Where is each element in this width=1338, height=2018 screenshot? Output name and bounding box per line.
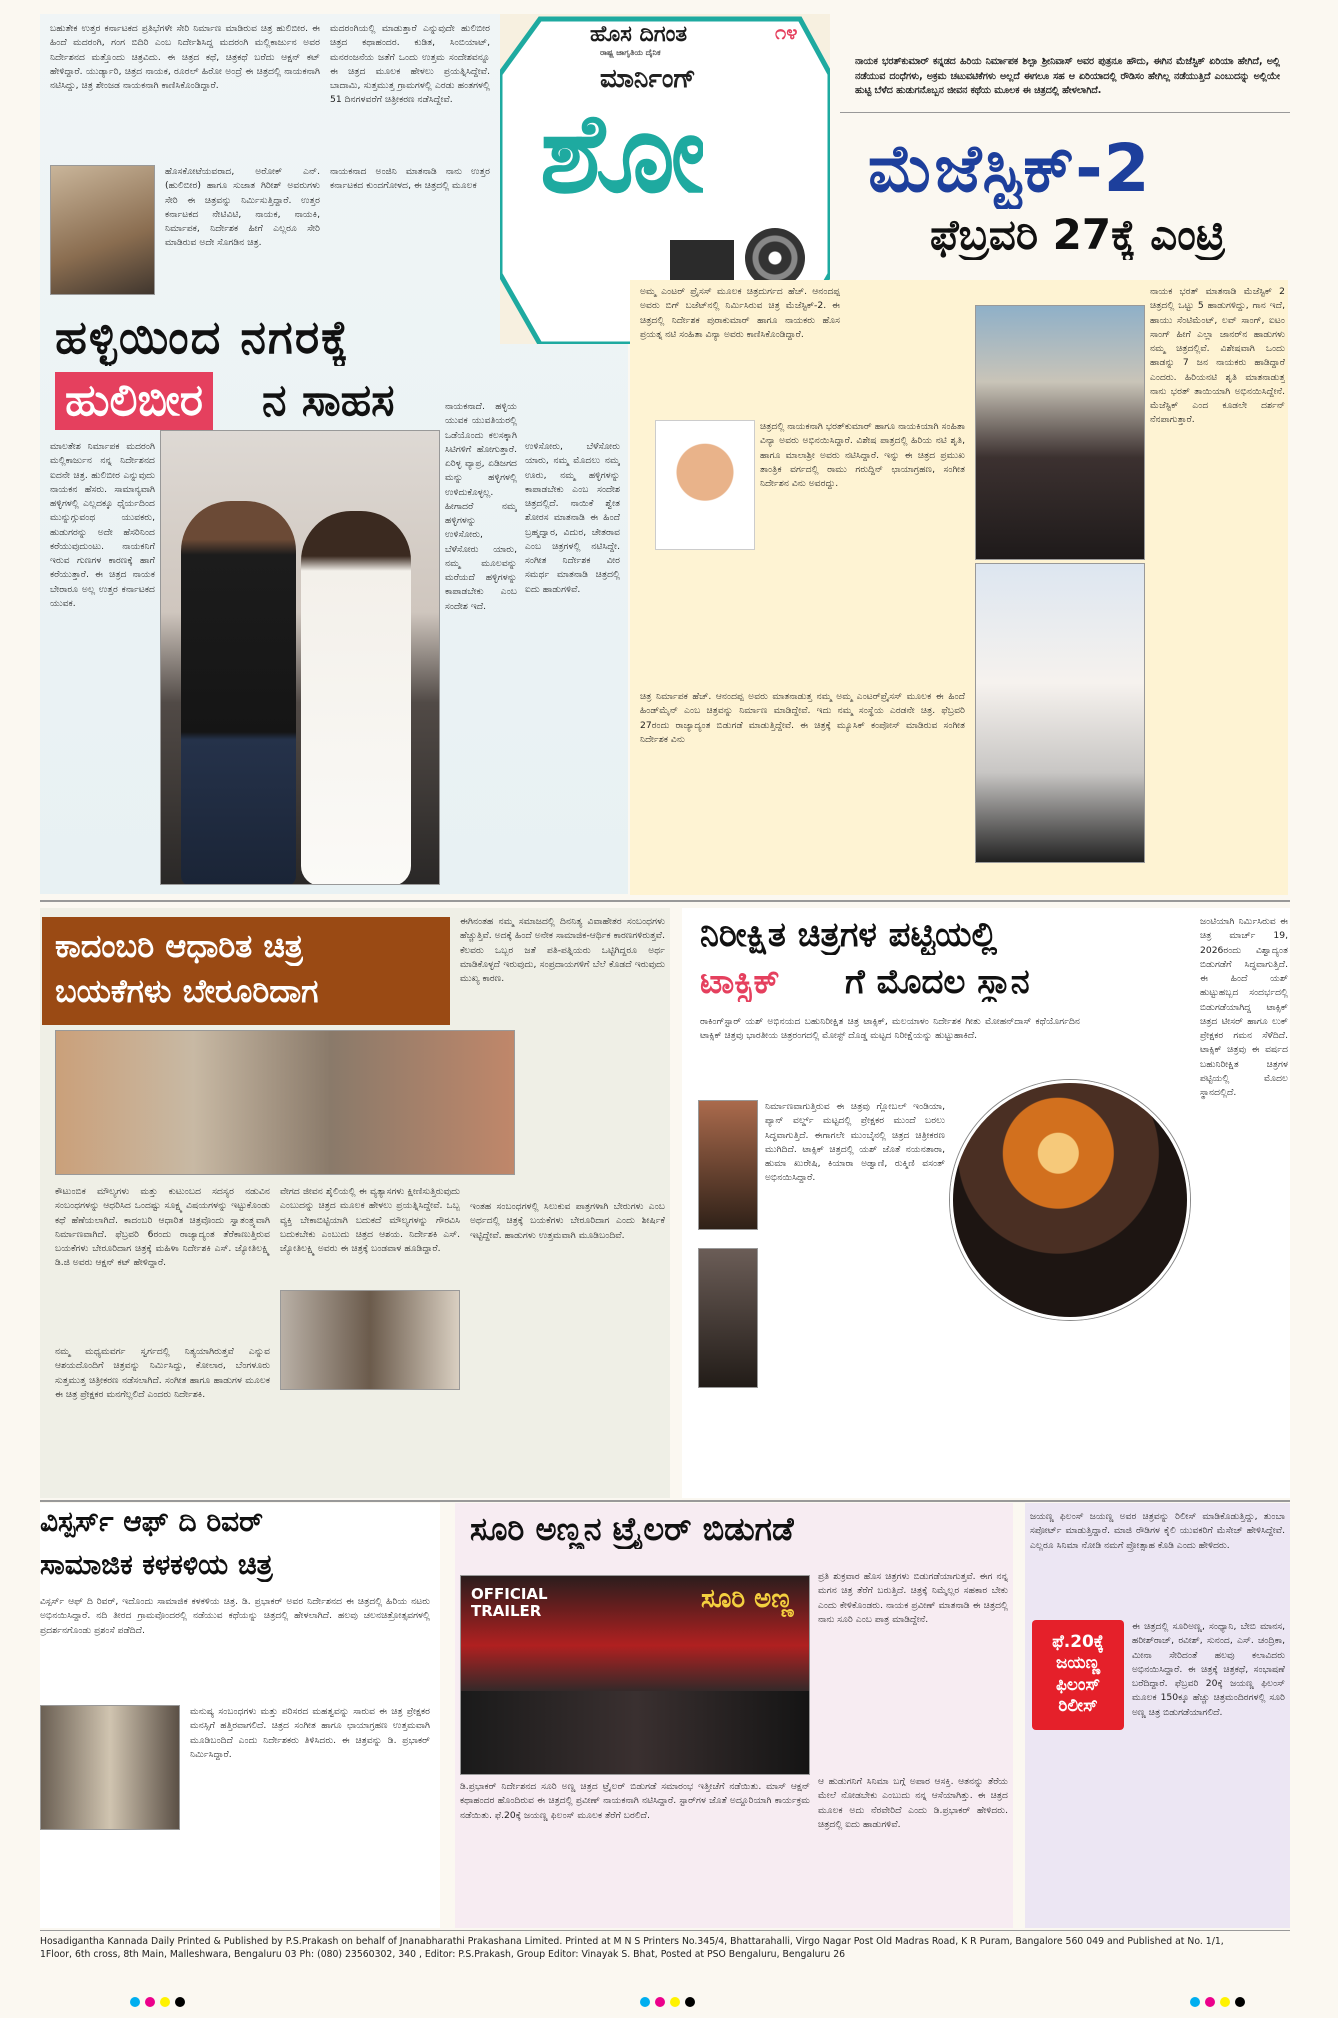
article-bayakegalu-col1b: ನಮ್ಮ ಮಧ್ಯಮವರ್ಗ ಸ್ವರ್ಗದಲ್ಲಿ ನಿತ್ಯಯಾಗಿರುತ್ತವೆ ಎನ್ನುವ ಆಶಯದೊಂದಿಗೆ ಚಿತ್ರವನ್ನು ನಿರ್ಮಿಸಿದ್ದು, ಕೋಲಾರ, ಬೆಂಗಳೂರು ಸುತ್ತಮುತ್ತ ಚಿತ್ರೀಕರಣ ನಡೆಸಲಾಗಿದೆ. ಸಂಗೀತ ಹಾಗೂ ಹಾಡುಗಳ ಮೂಲಕ ಈ ಚಿತ್ರ ಪ್ರೇಕ್ಷಕರ ಮನಗೆಲ್ಲಲಿದೆ ಎಂದರು ನಿರ್ದೇಶಕಿ. <box>55 1346 270 1400</box>
director-photo <box>50 165 155 295</box>
majestic-still-2 <box>975 563 1145 863</box>
article-hulibeera-col4b: ನಾಯಕನಾದ ಅಂಜಿನಿ ಮಾತನಾಡಿ ನಾನು ಉತ್ತರ ಕರ್ನಾಟಕದ ಕುಂದಗೋಳದ, ಈ ಚಿತ್ರದಲ್ಲಿ ಮೂಲಕ <box>330 166 490 192</box>
headline-toxic-highlight: ಟಾಕ್ಸಿಕ್ <box>700 962 780 1002</box>
divider <box>40 1500 1290 1502</box>
actress-figure <box>301 511 411 885</box>
page-number: ೧೪ <box>775 20 798 44</box>
clapperboard-icon <box>670 228 734 284</box>
speaker-photo <box>698 1248 758 1388</box>
divider <box>40 1930 1290 1931</box>
newspaper-logo: ಹೊಸ ದಿಗಂತ <box>590 22 688 47</box>
newspaper-tagline: ರಾಷ್ಟ್ರ ಜಾಗೃತಿಯ ದೈನಿಕ <box>600 48 661 57</box>
registration-mark-icon <box>655 1997 665 2007</box>
guests-group <box>461 1691 810 1775</box>
article-hulibeera-col4: ಉಳಿಸೋರು, ಬೆಳೆಸೋರು ಯಾರು, ನಮ್ಮ ಮೊದಲು ನಮ್ಮ ಊರು, ನಮ್ಮ ಹಳ್ಳಿಗಳನ್ನು ಕಾಪಾಡಬೇಕು ಎಂಬ ಸಂದೇಶ ಚಿತ್ರದಲ್ಲಿದೆ. ನಾಯಿಕೆ ಶ್ವೇತ ಶೋರಸ ಮಾತನಾಡಿ ಈ ಹಿಂದೆ ಬ್ರಹ್ಮದ್ವಾರ, ವಿದುರ, ಚೇತರಾವ ಎಂಬ ಚಿತ್ರಗಳಲ್ಲಿ ನಟಿಸಿದ್ದೇ. ಸಂಗೀತ ನಿರ್ದೇಶಕ ವೀರ ಸಮರ್ಥ ಮಾತನಾಡಿ ಚಿತ್ರದಲ್ಲಿ ಐದು ಹಾಡುಗಳಿವೆ. <box>525 441 620 595</box>
headline-bayakegalu: ಬಯಕೆಗಳು ಬೇರೂರಿದಾಗ <box>55 972 319 1010</box>
headline-whispers: ವಿಸ್ಪರ್ಸ್ ಆಫ್ ದಿ ರಿವರ್ <box>40 1505 264 1538</box>
section-title-show: ಶೋ <box>540 98 703 208</box>
headline-kadambari: ಕಾದಂಬರಿ ಆಧಾರಿತ ಚಿತ್ರ <box>55 927 304 965</box>
article-whispers-col1b: ಮನುಷ್ಯ ಸಂಬಂಧಗಳು ಮತ್ತು ಪರಿಸರದ ಮಹತ್ವವನ್ನು ಸಾರುವ ಈ ಚಿತ್ರ ಪ್ರೇಕ್ಷಕರ ಮನಸ್ಸಿಗೆ ಹತ್ತಿರವಾಗಲಿದೆ. ಚಿತ್ರದ ಸಂಗೀತ ಹಾಗೂ ಛಾಯಾಗ್ರಹಣ ಉತ್ತಮವಾಗಿ ಮೂಡಿಬಂದಿದೆ ಎಂದು ನಿರ್ದೇಶಕರು ತಿಳಿಸಿದರು. ಈ ಚಿತ್ರವನ್ನು ಡಿ. ಪ್ರಭಾಕರ್ ನಿರ್ಮಿಸಿದ್ದಾರೆ. <box>190 1706 430 1760</box>
release-badge-date: ಫೆ.20ಕ್ಕೆ <box>1052 1632 1104 1652</box>
headline-hulibeera-rest: ನ ಸಾಹಸ <box>262 375 395 426</box>
registration-mark-icon <box>1235 1997 1245 2007</box>
article-bayakegalu-col2b: ಇಂತಹ ಸಂಬಂಧಗಳಲ್ಲಿ ಸಿಲುಕುವ ಪಾತ್ರಗಳಾಗಿ ಬೇರುಗಳು ಎಂಬ ಅರ್ಥದಲ್ಲಿ ಚಿತ್ರಕ್ಕೆ ಬಯಕೆಗಳು ಬೇರೂರಿದಾಗ ಎಂದು ಶೀರ್ಷಿಕೆ ಇಟ್ಟಿದ್ದೇವೆ. ಹಾಡುಗಳು ಉತ್ತಮವಾಗಿ ಮೂಡಿಬಂದಿವೆ. <box>470 1201 665 1241</box>
section-title-morning: ಮಾರ್ನಿಂಗ್ <box>600 64 696 94</box>
release-badge-name: ಜಯಣ್ಣ <box>1055 1653 1101 1674</box>
article-majestic-col1b: ಚಿತ್ರದಲ್ಲಿ ನಾಯಕನಾಗಿ ಭರತ್‌ಕುಮಾರ್ ಹಾಗೂ ನಾಯಕಿಯಾಗಿ ಸಂಹಿತಾ ವಿನ್ಯಾ ಅವರು ಅಭಿನಯಿಸಿದ್ದಾರೆ. ವಿಶೇಷ ಪಾತ್ರದಲ್ಲಿ ಹಿರಿಯ ನಟಿ ಶೃತಿ, ಹಾಗೂ ಮಾಲಾಶ್ರೀ ಅವರು ನಟಿಸಿದ್ದಾರೆ. ಇನ್ನು ಈ ಚಿತ್ರದ ಪ್ರಮುಖ ತಾಂತ್ರಿಕ ವರ್ಗದಲ್ಲಿ ರಾಮು ಗರುದ್ದಿನ್ ಛಾಯಾಗ್ರಹಣ, ಸಂಗೀತ ನಿರ್ದೇಶನ ವಿನು ಅವರದ್ದು. <box>760 421 965 489</box>
headline-hulibeera-highlight: ಹುಲಿಬೀರ <box>55 372 213 430</box>
registration-mark-icon <box>160 1997 170 2007</box>
article-majestic-col1c: ಚಿತ್ರ ನಿರ್ಮಾಪಕ ಹೆಚ್. ಆನಂದಪ್ಪ ಅವರು ಮಾತನಾಡುತ್ತ ನಮ್ಮ ಅಮ್ಮ ಎಂಟರ್‌ಪ್ರೈಸಸ್ ಮೂಲಕ ಈ ಹಿಂದೆ ಹಿಂಡ್‌ಮೈನ್ ಎಂಬ ಚಿತ್ರವನ್ನು ನಿರ್ಮಾಣ ಮಾಡಿದ್ದೇವೆ. ಇದು ನಮ್ಮ ಸಂಸ್ಥೆಯ ಎರಡನೇ ಚಿತ್ರ. ಫೆಬ್ರವರಿ 27ರಂದು ರಾಜ್ಯಾದ್ಯಂತ ಬಿಡುಗಡೆ ಮಾಡುತ್ತಿದ್ದೇವೆ. ಈ ಚಿತ್ರಕ್ಕೆ ಮ್ಯೂಸಿಕ್ ಕಂಪೋಸ್ ಮಾಡಿರುವ ಸಂಗೀತ ನಿರ್ದೇಶಕ ವಿನು <box>640 691 965 745</box>
headline-nirikshita: ನಿರೀಕ್ಷಿತ ಚಿತ್ರಗಳ ಪಟ್ಟಿಯಲ್ಲಿ <box>700 915 998 955</box>
headline-hallige: ಹಳ್ಳಿಯಿಂದ ನಗರಕ್ಕೆ <box>55 310 351 364</box>
article-hulibeera-col2b: ಹೊಸಕೋಟೆಯವರಾದ, ಅರೋಕ್ ಎನ್. (ಹುಲಿಬೀರ) ಹಾಗೂ ಸುಜಾತ ಗಿರೀಶ್ ಅವರುಗಳು ಸೇರಿ ಈ ಚಿತ್ರವನ್ನು ನಿರ್ಮಿಸುತ್ತಿದ್ದಾರೆ. ಉತ್ತರ ಕರ್ನಾಟಕದ ನೇಟಿವಿಟಿ, ನಾಯಕ, ನಾಯಕಿ, ನಿರ್ಮಾಪಕ, ನಿರ್ದೇಶಕ ಹೀಗೆ ಎಲ್ಲರೂ ಸೇರಿ ಮಾಡಿರುವ ಅದೇ ಸೊಗಡಿನ ಚಿತ್ರ. <box>165 166 320 249</box>
registration-mark-icon <box>640 1997 650 2007</box>
registration-mark-icon <box>130 1997 140 2007</box>
article-majestic-col2: ನಾಯಕ ಭರತ್ ಮಾತನಾಡಿ ಮೆಜೆಸ್ಟಿಕ್ 2 ಚಿತ್ರದಲ್ಲಿ ಒಟ್ಟು 5 ಹಾಡುಗಳಿದ್ದು, ಗಾನ ಇದೆ, ಹಾಯು ಸೆಂಟಿಮೆಂಟ್, ಲವ್ ಸಾಂಗ್, ಐಟಂ ಸಾಂಗ್ ಹೀಗೆ ಎಲ್ಲಾ ಜಾನರ್‌ನ ಹಾಡುಗಳು ನಮ್ಮ ಚಿತ್ರದಲ್ಲಿವೆ. ವಿಶೇಷವಾಗಿ ಒಂದು ಹಾಡನ್ನು 7 ಜನ ನಾಯಕರು ಹಾಡಿದ್ದಾರೆ ಎಂದರು. ಹಿರಿಯನಟಿ ಶೃತಿ ಮಾತನಾಡುತ್ತ ನಾನು ಭರತ್ ತಾಯಿಯಾಗಿ ಅಭಿನಯಿಸಿದ್ದೇನೆ. ಮೆಜೆಸ್ಟಿಕ್ ಎಂದ ಕೂಡಲೇ ದರ್ಶನ್ ನೆನಪಾಗುತ್ತಾರೆ. <box>1150 286 1285 426</box>
headline-feb27: ಫೆಬ್ರವರಿ 27ಕ್ಕೆ ಎಂಟ್ರಿ <box>930 210 1226 259</box>
director-geetu-photo <box>698 1100 758 1230</box>
headline-samajika: ಸಾಮಾಜಿಕ ಕಳಕಳಿಯ ಚಿತ್ರ <box>40 1548 273 1581</box>
scene-still-photo <box>280 1290 460 1390</box>
majestic-intro: ನಾಯಕ ಭರತ್‌ಕುಮಾರ್ ಕನ್ನಡದ ಹಿರಿಯ ನಿರ್ಮಾಪಕ ಶಿಲ್ಪಾ ಶ್ರೀನಿವಾಸ್ ಅವರ ಪುತ್ರನೂ ಹೌದು, ಈಗಿನ ಮೆಜೆಸ್ಟಿಕ್ ಏರಿಯಾ ಹೇಗಿದೆ, ಅಲ್ಲಿ ನಡೆಯುವ ದಂಧೆಗಳು, ಅಕ್ರಮ ಚಟುವಟಿಕೆಗಳು ಅಲ್ಲದೆ ಈಗಲೂ ಸಹ ಆ ಏರಿಯಾದಲ್ಲಿ ರೌಡಿಸಂ ಹೇಗಿಲ್ಲ ನಡೆಯುತ್ತಿದೆ ಎಂಬುದನ್ನು ಅಲ್ಲಿಯೇ ಹುಟ್ಟಿ ಬೆಳೆದ ಹುಡುಗನೊಬ್ಬನ ಜೀವನ ಕಥೆಯ ಮೂಲಕ ಈ ಚಿತ್ರದಲ್ಲಿ ಹೇಳಲಾಗಿದೆ. <box>855 56 1280 97</box>
divider <box>40 900 1290 902</box>
article-hulibeera-col3: ನಾಯಕನಾದೆ. ಹಳ್ಳಿಯ ಯುವಕ ಯುವತಿಯರಲ್ಲಿ ಒಡೆಯೊಂದು ಕಲಸಕ್ಕಾಗಿ ಸಿಟಿಗಳಿಗೆ ಹೋಗುತ್ತಾರೆ. ಏರಿಳ್ಳ ವ್ಯಾಪ್ರ, ಏಡಿಜಗದ ಮನ್ನು ಹಳ್ಳಿಗಳಲ್ಲಿ ಉಳಿದುಕೊಳ್ಳಲ್ಲ. ಹೀಗಾದರೆ ನಮ್ಮ ಹಳ್ಳಿಗಳನ್ನು ಉಳಿಸೋರು, ಬೆಳೆಸೋರು ಯಾರು, ನಮ್ಮ ಮೂಲವನ್ನು ಮರೆಯದೆ ಹಳ್ಳಿಗಳನ್ನು ಕಾಪಾಡಬೇಕು ಎಂಬ ಸಂದೇಶ ಇದೆ. <box>445 401 517 612</box>
article-bayakegalu-col2: ಈಗಿನಂತಹ ನಮ್ಮ ಸಮಾಜದಲ್ಲಿ ದಿನನಿತ್ಯ ವಿವಾಹೇತರ ಸಂಬಂಧಗಳು ಹೆಚ್ಚುತ್ತಿವೆ. ಅದಕ್ಕೆ ಹಿಂದೆ ಅನೇಕ ಸಾಮಾಜಿಕ-ಆರ್ಥಿಕ ಕಾರಣಗಳಿರುತ್ತವೆ. ಕೆಲವರು ಒಬ್ಬರ ಜತೆ ಪತಿ-ಪತ್ನಿಯರು ಒಟ್ಟಿಗಿದ್ದರೂ ಅರ್ಥ ಮಾಡಿಕೊಳ್ಳದೆ ಇರುವುದು, ಸಂಪ್ರದಾಯಗಳಿಗೆ ಬೆಲೆ ಕೊಡದೆ ಇರುವುದು ಮುಖ್ಯ ಕಾರಣ. <box>460 916 665 984</box>
majestic-still-1 <box>975 305 1145 560</box>
imprint-line-1: Hosadigantha Kannada Daily Printed & Published by P.S.Prakash on behalf of Jnanabharathi Prakashana Limited. Printed at M N S Printers No.345/4, Bhattarahalli, Virgo Nagar Post Old Madras Road, K R Puram, Bangalore 560 049 and Published at No. 1/1, <box>40 1936 1224 1947</box>
article-toxic-col2: ಜಂಟಿಯಾಗಿ ನಿರ್ಮಿಸಿರುವ ಈ ಚಿತ್ರ ಮಾರ್ಚ್ 19, 2026ರಂದು ವಿಶ್ವಾದ್ಯಂತ ಬಿಡುಗಡೆಗೆ ಸಿದ್ಧವಾಗುತ್ತಿದೆ. ಈ ಹಿಂದೆ ಯಶ್ ಹುಟ್ಟುಹಬ್ಬದ ಸಂದರ್ಭದಲ್ಲಿ ಬಿಡುಗಡೆಯಾಗಿದ್ದ ಟಾಕ್ಸಿಕ್ ಚಿತ್ರದ ಟೀಸರ್ ಹಾಗೂ ಲುಕ್ ಪ್ರೇಕ್ಷಕರ ಗಮನ ಸೆಳೆದಿದೆ. ಟಾಕ್ಸಿಕ್ ಚಿತ್ರವು ಈ ವರ್ಷದ ಬಹುನಿರೀಕ್ಷಿತ ಚಿತ್ರಗಳ ಪಟ್ಟಿಯಲ್ಲಿ ಮೊದಲ ಸ್ಥಾನದಲ್ಲಿದೆ. <box>1200 916 1288 1098</box>
article-hulibeera-col2: ಮದರಂಗಿಯಲ್ಲಿ ಮಾಡುತ್ತಾರೆ ಎನ್ನುವುದೇ ಹುಲಿಬೀರ ಚಿತ್ರದ ಕಥಾಹಂದರ. ಕುಡಿತ, ಸಿಂಬಿಯಾಟ್, ಮನರಂಜನೆಯ ಜತೆಗೆ ಒಂದು ಉತ್ತಮ ಸಂದೇಶವನ್ನೂ ಈ ಚಿತ್ರದ ಮೂಲಕ ಹೇಳಲು ಪ್ರಯತ್ನಿಸಿದ್ದೇವೆ. ಬಾದಾಮಿ, ಸುತ್ತಮುತ್ತ ಗ್ರಾಮಗಳಲ್ಲಿ ಎರಡು ಹಂತಗಳಲ್ಲಿ 51 ದಿನಗಳವರೆಗೆ ಚಿತ್ರೀಕರಣ ನಡೆಸಿದ್ದೇವೆ. <box>330 23 490 106</box>
producer-photo <box>655 420 755 550</box>
article-hulibeera-col1: ಬಹುತೇಕ ಉತ್ತರ ಕರ್ನಾಟಕದ ಪ್ರತಿಭೆಗಳೇ ಸೇರಿ ನಿರ್ಮಾಣ ಮಾಡಿರುವ ಚಿತ್ರ ಹುಲಿಬೀರ. ಈ ಹಿಂದೆ ಮದರಂಗಿ, ಗಂಗ ಬಿದಿರಿ ಎಂಬ ನಿರ್ದೇಶಿಸಿದ್ದ ಮದರಂಗಿ ಮಲ್ಲಿಕಾರ್ಜುನ ಅವರ ನಿರ್ದೇಶನದ ಮತ್ತೊಂದು ಚಿತ್ರವಿದು. ಈ ಚಿತ್ರದ ಕಥೆ, ಚಿತ್ರಕಥೆ ಬರೆದು ಆಕ್ಷನ್ ಕಟ್ ಹೇಳಿದ್ದಾರೆ. ಯುರ್ಡ್ಯಾರಿ, ಚಿತ್ರದ ನಾಯಕ, ರೂರಲ್ ಹಿರೋ ಅಂದ್ರೆ ಈ ಚಿತ್ರದಲ್ಲಿ ನಾಯಕನಾಗಿ ನಟಿಸಿದ್ದು, ಚಿತ್ರ ಶೇಂಜಡ ನಾಯಕನಾಗಿ ಕಾಣಿಸಿಕೊಂಡಿದ್ದಾರೆ. <box>50 23 320 91</box>
article-jayanna-col1: ಜಯಣ್ಣ ಫಿಲಂಸ್ ಜಯಣ್ಣ ಅವರ ಚಿತ್ರವನ್ನು ರಿಲೀಸ್ ಮಾಡಿಕೊಡುತ್ತಿದ್ದು, ತುಂಬಾ ಸಪೋರ್ಟ್ ಮಾಡುತ್ತಿದ್ದಾರೆ. ಮಾಜಿ ರೌಡಿಗಳ ಕೈಲಿ ಯುವಕರಿಗೆ ಮೆಸೇಜ್ ಹೇಳಿಸಿದ್ದೇವೆ. ಎಲ್ಲರೂ ಸಿನಿಮಾ ನೋಡಿ ನಮಗೆ ಪ್ರೋತ್ಸಾಹ ಕೊಡಿ ಎಂದು ಹೇಳಿದರು. <box>1030 1511 1285 1551</box>
imprint-line-2: 1Floor, 6th cross, 8th Main, Malleshwara, Bengaluru 03 Ph: (080) 23560302, 340 , Editor: P.S.Prakash, Group Editor: Vinayak S. Bhat, Posted at PSO Bengaluru, Bengaluru 26 <box>40 1949 846 1961</box>
article-suri-anna-col1: ಪ್ರತಿ ಶುಕ್ರವಾರ ಹೊಸ ಚಿತ್ರಗಳು ಬಿಡುಗಡೆಯಾಗುತ್ತವೆ. ಈಗ ನನ್ನ ಮಗನ ಚಿತ್ರ ತೆರೆಗೆ ಬರುತ್ತಿದೆ. ಚಿತ್ರಕ್ಕೆ ನಿಮ್ಮೆಲ್ಲರ ಸಹಕಾರ ಬೇಕು ಎಂದು ಕೇಳಿಕೊಂಡರು. ನಾಯಕ ಪ್ರವೀಣ್ ಮಾತನಾಡಿ ಈ ಚಿತ್ರದಲ್ಲಿ ನಾನು ಸೂರಿ ಎಂಬ ಪಾತ್ರ ಮಾಡಿದ್ದೇನೆ. <box>818 1571 1008 1625</box>
article-bayakegalu-col3: ವೇಗದ ಜೀವನ ಶೈಲಿಯಲ್ಲಿ ಈ ವ್ಯತ್ಯಾಸಗಳು ಕ್ಷೀಣಿಸುತ್ತಿರುವುದು ಎಂಬುದನ್ನು ಚಿತ್ರದ ಮೂಲಕ ಹೇಳಲು ಪ್ರಯತ್ನಿಸಿದ್ದೇವೆ. ಒಬ್ಬ ವ್ಯಕ್ತಿ ಬೇಕಾಬಿಟ್ಟಿಯಾಗಿ ಬದುಕದೆ ಮೌಲ್ಯಗಳನ್ನು ಗೌರವಿಸಿ ಬದುಕಬೇಕು ಎಂಬುದು ಚಿತ್ರದ ಆಶಯ. ನಿರ್ದೇಶಕಿ ಎಸ್. ಜ್ಯೋತಿಲಕ್ಷ್ಮಿ ಅವರು ಈ ಚಿತ್ರಕ್ಕೆ ಬಂಡವಾಳ ಹೂಡಿದ್ದಾರೆ. <box>280 1186 460 1254</box>
article-toxic-col1: ರಾಕಿಂಗ್‌ಸ್ಟಾರ್ ಯಶ್ ಅಭಿನಯದ ಬಹುನಿರೀಕ್ಷಿತ ಚಿತ್ರ ಟಾಕ್ಸಿಕ್, ಮಲಯಾಳಂ ನಿರ್ದೇಶಕ ಗೀತು ಮೋಹನ್‌ದಾಸ್ ಕಥೆಯೊರ್ಗದಿನ ಟಾಕ್ಸಿಕ್ ಚಿತ್ರವು ಭಾರತೀಯ ಚಿತ್ರರಂಗದಲ್ಲಿ ಮೋಸ್ಟ್ ದೊಡ್ಡ ಮಟ್ಟದ ನಿರೀಕ್ಷೆಯನ್ನು ಹುಟ್ಟುಹಾಕಿದೆ. <box>700 1016 1080 1042</box>
headline-majestic: ಮೆಜೆಸ್ಟಿಕ್-2 <box>868 130 1151 207</box>
poster-title: ಸೂರಿ ಅಣ್ಣ <box>701 1584 794 1614</box>
imprint-footer <box>40 1935 1290 1985</box>
release-badge-release: ರಿಲೀಸ್ <box>1058 1695 1098 1716</box>
article-suri-anna-col1b: ಡಿ.ಪ್ರಭಾಕರ್ ನಿರ್ದೇಶನದ ಸೂರಿ ಅಣ್ಣ ಚಿತ್ರದ ಟ್ರೈಲರ್ ಬಿಡುಗಡೆ ಸಮಾರಂಭ ಇತ್ತೀಚೆಗೆ ನಡೆಯಿತು. ಮಾಸ್ ಆಕ್ಷನ್ ಕಥಾಹಂದರ ಹೊಂದಿರುವ ಈ ಚಿತ್ರದಲ್ಲಿ ಪ್ರವೀಣ್ ನಾಯಕನಾಗಿ ನಟಿಸಿದ್ದಾರೆ. ಸ್ಟಾರ್‌ಗಳ ಜೊತೆ ಅದ್ದೂರಿಯಾಗಿ ಕಾರ್ಯಕ್ರಮ ನಡೆಯಿತು. ಫೆ.20ಕ್ಕೆ ಜಯಣ್ಣ ಫಿಲಂಸ್ ಮೂಲಕ ತೆರೆಗೆ ಬರಲಿದೆ. <box>460 1781 810 1821</box>
trailer-launch-photo <box>460 1575 810 1775</box>
registration-mark-icon <box>670 1997 680 2007</box>
registration-mark-icon <box>175 1997 185 2007</box>
article-whispers-col1: ವಿಸ್ಪರ್ಸ್ ಆಫ್ ದಿ ರಿವರ್, ಇದೊಂದು ಸಾಮಾಜಿಕ ಕಳಕಳಿಯ ಚಿತ್ರ. ಡಿ. ಪ್ರಭಾಕರ್ ಅವರ ನಿರ್ದೇಶನದ ಈ ಚಿತ್ರದಲ್ಲಿ ಹಿರಿಯ ನಟರು ಅಭಿನಯಿಸಿದ್ದಾರೆ. ನದಿ ತೀರದ ಗ್ರಾಮವೊಂದರಲ್ಲಿ ನಡೆಯುವ ಕಥೆಯನ್ನು ಚಿತ್ರದಲ್ಲಿ ಹೇಳಲಾಗಿದೆ. ಹಲವು ಚಲನಚಿತ್ರೋತ್ಸವಗಳಲ್ಲಿ ಪ್ರದರ್ಶನಗೊಂಡು ಪ್ರಶಂಸೆ ಪಡೆದಿದೆ. <box>40 1596 430 1636</box>
article-hulibeera-col1b: ಮಾಲತೇಶ ನಿರ್ಮಾಪಕ ಮದರಂಗಿ ಮಲ್ಲಿಕಾರ್ಜುನ ನನ್ನ ನಿರ್ದೇಶನದ ಐದನೇ ಚಿತ್ರ. ಹುಲಿಬೀರ ಎನ್ನುವುದು ನಾಯಕನ ಹೆಸರು. ಸಾಮಾನ್ಯವಾಗಿ ಹಳ್ಳಿಗಳಲ್ಲಿ ಎಲ್ಲದಕ್ಕೂ ಧೈರ್ಯದಿಂದ ಮುನ್ನುಗ್ಗುವಂಥ ಯುವಕರು, ಹುಡುಗರನ್ನು ಅದೇ ಹೆಸರಿನಿಂದ ಕರೆಯುವುದುಂಟು. ನಾಯಕನಿಗೆ ಇರುವ ಗುಣಗಳ ಕಾರಣಕ್ಕೆ ಹಾಗೆ ಕರೆಯುತ್ತಾರೆ. ಈ ಚಿತ್ರದ ನಾಯಕ ಬೇರಾರೂ ಅಲ್ಲ ಉತ್ತರ ಕರ್ನಾಟಕದ ಯುವಕ. <box>50 441 155 609</box>
registration-mark-icon <box>1190 1997 1200 2007</box>
release-badge-films: ಫಿಲಂಸ್ <box>1056 1674 1100 1695</box>
registration-mark-icon <box>1220 1997 1230 2007</box>
article-majestic-col1: ಅಮ್ಮ ಎಂಟರ್ ಪ್ರೈಸಸ್ ಮೂಲಕ ಚಿತ್ರದುರ್ಗದ ಹೆಚ್. ಆನಂದಪ್ಪ ಅವರು ಬಿಗ್ ಬಜೆಟ್‌ನಲ್ಲಿ ನಿರ್ಮಿಸಿರುವ ಚಿತ್ರ ಮೆಜೆಸ್ಟಿಕ್-2. ಈ ಚಿತ್ರದಲ್ಲಿ ನಿರ್ದೇಶಕ ಪುರಾಕುಮಾರ್ ಹಾಗೂ ನಾಯಕರು ಹೊಸ ಪ್ರಯತ್ನ ನಟಿ ಸಂಹಿತಾ ವಿನ್ಯಾ ಅವರು ಕಾಣಿಸಿಕೊಂಡಿದ್ದಾರೆ. <box>640 286 840 340</box>
divider <box>840 112 1290 113</box>
article-toxic-col1b: ನಿರ್ಮಾಣವಾಗುತ್ತಿರುವ ಈ ಚಿತ್ರವು ಗ್ಲೋಬಲ್ ಇಂಡಿಯಾ, ಪ್ಯಾನ್ ವರ್ಲ್ಡ್ ಮಟ್ಟದಲ್ಲಿ ಪ್ರೇಕ್ಷಕರ ಮುಂದೆ ಬರಲು ಸಿದ್ಧವಾಗುತ್ತಿದೆ. ಈಗಾಗಲೇ ಮುಂಬೈನಲ್ಲಿ ಚಿತ್ರದ ಚಿತ್ರೀಕರಣ ಮುಗಿದಿದೆ. ಟಾಕ್ಸಿಕ್ ಚಿತ್ರದಲ್ಲಿ ಯಶ್ ಜೊತೆ ನಯನತಾರಾ, ಹುಮಾ ಖುರೇಷಿ, ಕಿಯಾರಾ ಅಡ್ವಾಣಿ, ರುಕ್ಮಿಣಿ ವಸಂತ್ ಅಭಿನಯಿಸಿದ್ದಾರೆ. <box>765 1101 945 1184</box>
actor-figure <box>181 501 296 885</box>
trailer-label: OFFICIAL TRAILER <box>471 1585 548 1620</box>
film-reel-icon <box>745 228 805 288</box>
registration-mark-icon <box>685 1997 695 2007</box>
toxic-still-photo <box>950 1080 1190 1320</box>
lead-pair-photo <box>160 430 440 885</box>
headline-toxic-rest: ಗೆ ಮೊದಲ ಸ್ಥಾನ <box>845 962 1030 1002</box>
registration-mark-icon <box>145 1997 155 2007</box>
family-celebration-photo <box>55 1030 515 1175</box>
article-jayanna-col2: ಈ ಚಿತ್ರದಲ್ಲಿ ಸೂರಿಅಣ್ಣ, ಸಂಧ್ಯಾನಿ, ಬೇಬಿ ಮಾನಸ, ಹರೀಶ್‌ರಾಜ್, ರವೀಶ್, ಸುನಂದ, ಎಸ್. ಚಂದ್ರಿಕಾ, ಮೀನಾ ಸೇರಿದಂತೆ ಹಲವು ಕಲಾವಿದರು ಅಭಿನಯಿಸಿದ್ದಾರೆ. ಈ ಚಿತ್ರಕ್ಕೆ ಚಿತ್ರಕಥೆ, ಸಂಭಾಷಣೆ ಬರೆದಿದ್ದಾರೆ. ಫೆಬ್ರವರಿ 20ಕ್ಕೆ ಜಯಣ್ಣ ಫಿಲಂಸ್ ಮೂಲಕ 150ಕ್ಕೂ ಹೆಚ್ಚು ಚಿತ್ರಮಂದಿರಗಳಲ್ಲಿ ಸೂರಿ ಅಣ್ಣ ಚಿತ್ರ ಬಿಡುಗಡೆಯಾಗಲಿದೆ. <box>1132 1621 1285 1718</box>
article-bayakegalu-col1: ಕೌಟುಂಬಿಕ ಮೌಲ್ಯಗಳು ಮತ್ತು ಕುಟುಂಬದ ಸದಸ್ಯರ ನಡುವಿನ ಸಂಬಂಧಗಳನ್ನು ಆಧರಿಸಿದ ಒಂದಷ್ಟು ಸೂಕ್ಷ್ಮ ವಿಷಯಗಳನ್ನು ಇಟ್ಟುಕೊಂಡು ಕಥೆ ಹೆಣೆಯಲಾಗಿದೆ. ಕಾದಂಬರಿ ಆಧಾರಿತ ಚಿತ್ರವೊಂದು ಸ್ವಾತಂತ್ರ್ಯವಾಗಿ ನಿರ್ಮಾಣವಾಗಿದೆ. ಫೆಬ್ರವರಿ 6ರಂದು ರಾಜ್ಯಾದ್ಯಂತ ತೆರೆಕಾಣುತ್ತಿರುವ ಬಯಕೆಗಳು ಬೇರೂರಿದಾಗ ಚಿತ್ರಕ್ಕೆ ಮಹಿಳಾ ನಿರ್ದೇಶಕಿ ಎಸ್. ಜ್ಯೋತಿಲಕ್ಷ್ಮಿ ಡಿ.ಜಿ ಅವರು ಆಕ್ಷನ್ ಕಟ್ ಹೇಳಿದ್ದಾರೆ. <box>55 1186 270 1269</box>
headline-suri-trailer: ಸೂರಿ ಅಣ್ಣನ ಟ್ರೈಲರ್ ಬಿಡುಗಡೆ <box>470 1510 794 1548</box>
registration-mark-icon <box>1205 1997 1215 2007</box>
release-badge <box>1032 1620 1124 1730</box>
article-suri-anna-col2: ಆ ಹುಡುಗನಿಗೆ ಸಿನಿಮಾ ಬಗ್ಗೆ ಅಪಾರ ಆಸಕ್ತಿ. ಆತನನ್ನು ತೆರೆಯ ಮೇಲೆ ನೋಡಬೇಕು ಎಂಬುದು ನನ್ನ ಆಸೆಯಾಗಿತ್ತು. ಈ ಚಿತ್ರದ ಮೂಲಕ ಅದು ನೆರವೇರಿದೆ ಎಂದು ಡಿ.ಪ್ರಭಾಕರ್ ಹೇಳಿದರು. ಚಿತ್ರದಲ್ಲಿ ಐದು ಹಾಡುಗಳಿವೆ. <box>818 1776 1008 1830</box>
whispers-still-photo <box>40 1705 180 1830</box>
